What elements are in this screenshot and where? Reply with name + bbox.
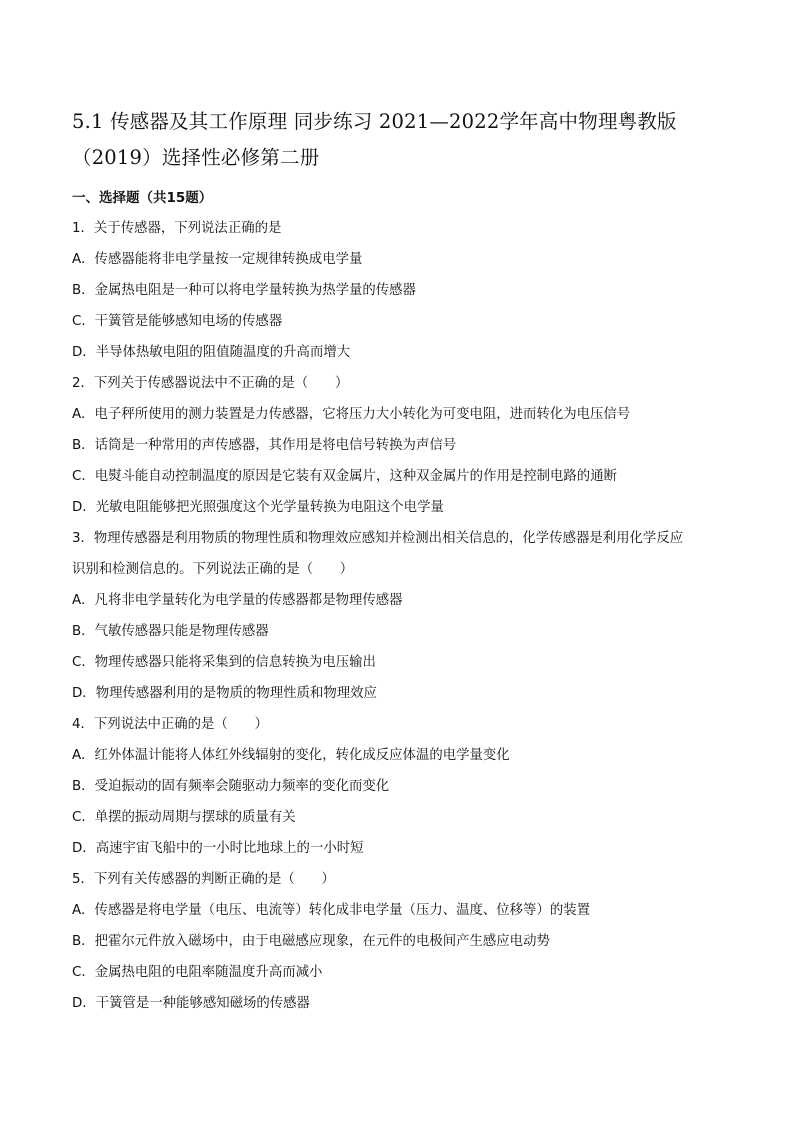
- question-1: [72, 213, 732, 368]
- answer-option: C．干簧管是能够感知电场的传感器: [72, 314, 283, 329]
- question-stem: 5．下列有关传感器的判断正确的是（ ）: [72, 872, 335, 887]
- answer-option: A．电子秤所使用的测力装置是力传感器，它将压力大小转化为可变电阻，进而转化为电压信号: [72, 407, 631, 422]
- answer-option: D．干簧管是一种能够感知磁场的传感器: [72, 996, 310, 1011]
- answer-option: D．光敏电阻能够把光照强度这个光学量转换为电阻这个电学量: [72, 500, 444, 515]
- question-stem: 2．下列关于传感器说法中不正确的是（ ）: [72, 376, 349, 391]
- answer-option: B．气敏传感器只能是物理传感器: [72, 624, 269, 639]
- question-2: [72, 368, 732, 523]
- section-heading: 一、选择题（共15题）: [72, 190, 213, 206]
- answer-option: A．传感器是将电学量（电压、电流等）转化成非电学量（压力、温度、位移等）的装置: [72, 903, 591, 918]
- answer-option: A．红外体温计能将人体红外线辐射的变化，转化成反应体温的电学量变化: [72, 748, 510, 763]
- answer-option: B．受迫振动的固有频率会随驱动力频率的变化而变化: [72, 779, 390, 794]
- answer-option: B．话筒是一种常用的声传感器，其作用是将电信号转换为声信号: [72, 438, 457, 453]
- question-3: [72, 523, 732, 709]
- answer-option: A．凡将非电学量转化为电学量的传感器都是物理传感器: [72, 593, 403, 608]
- question-stem: 识别和检测信息的。下列说法正确的是（ ）: [72, 562, 354, 577]
- question-5: [72, 864, 732, 1019]
- question-stem: 1．关于传感器，下列说法正确的是: [72, 221, 282, 236]
- title-line-2: （2019）选择性必修第二册: [72, 146, 320, 169]
- answer-option: C．金属热电阻的电阻率随温度升高而减小: [72, 965, 323, 980]
- question-list: [72, 213, 732, 1019]
- document-title: [72, 104, 732, 176]
- title-line-1: 5.1 传感器及其工作原理 同步练习 2021—2022学年高中物理粤教版: [72, 110, 677, 133]
- answer-option: D．半导体热敏电阻的阻值随温度的升高而增大: [72, 345, 351, 360]
- answer-option: B．金属热电阻是一种可以将电学量转换为热学量的传感器: [72, 283, 416, 298]
- answer-option: C．电熨斗能自动控制温度的原因是它装有双金属片，这种双金属片的作用是控制电路的通断: [72, 469, 617, 484]
- answer-option: A．传感器能将非电学量按一定规律转换成电学量: [72, 252, 363, 267]
- answer-option: C．物理传感器只能将采集到的信息转换为电压输出: [72, 655, 376, 670]
- answer-option: C．单摆的振动周期与摆球的质量有关: [72, 810, 296, 825]
- question-4: [72, 709, 732, 864]
- answer-option: D．物理传感器利用的是物质的物理性质和物理效应: [72, 686, 377, 701]
- answer-option: D．高速宇宙飞船中的一小时比地球上的一小时短: [72, 841, 364, 856]
- question-stem: 4．下列说法中正确的是（ ）: [72, 717, 268, 732]
- question-stem: 3．物理传感器是利用物质的物理性质和物理效应感知并检测出相关信息的，化学传感器是利用化学反应: [72, 531, 684, 546]
- answer-option: B．把霍尔元件放入磁场中，由于电磁感应现象，在元件的电极间产生感应电动势: [72, 934, 550, 949]
